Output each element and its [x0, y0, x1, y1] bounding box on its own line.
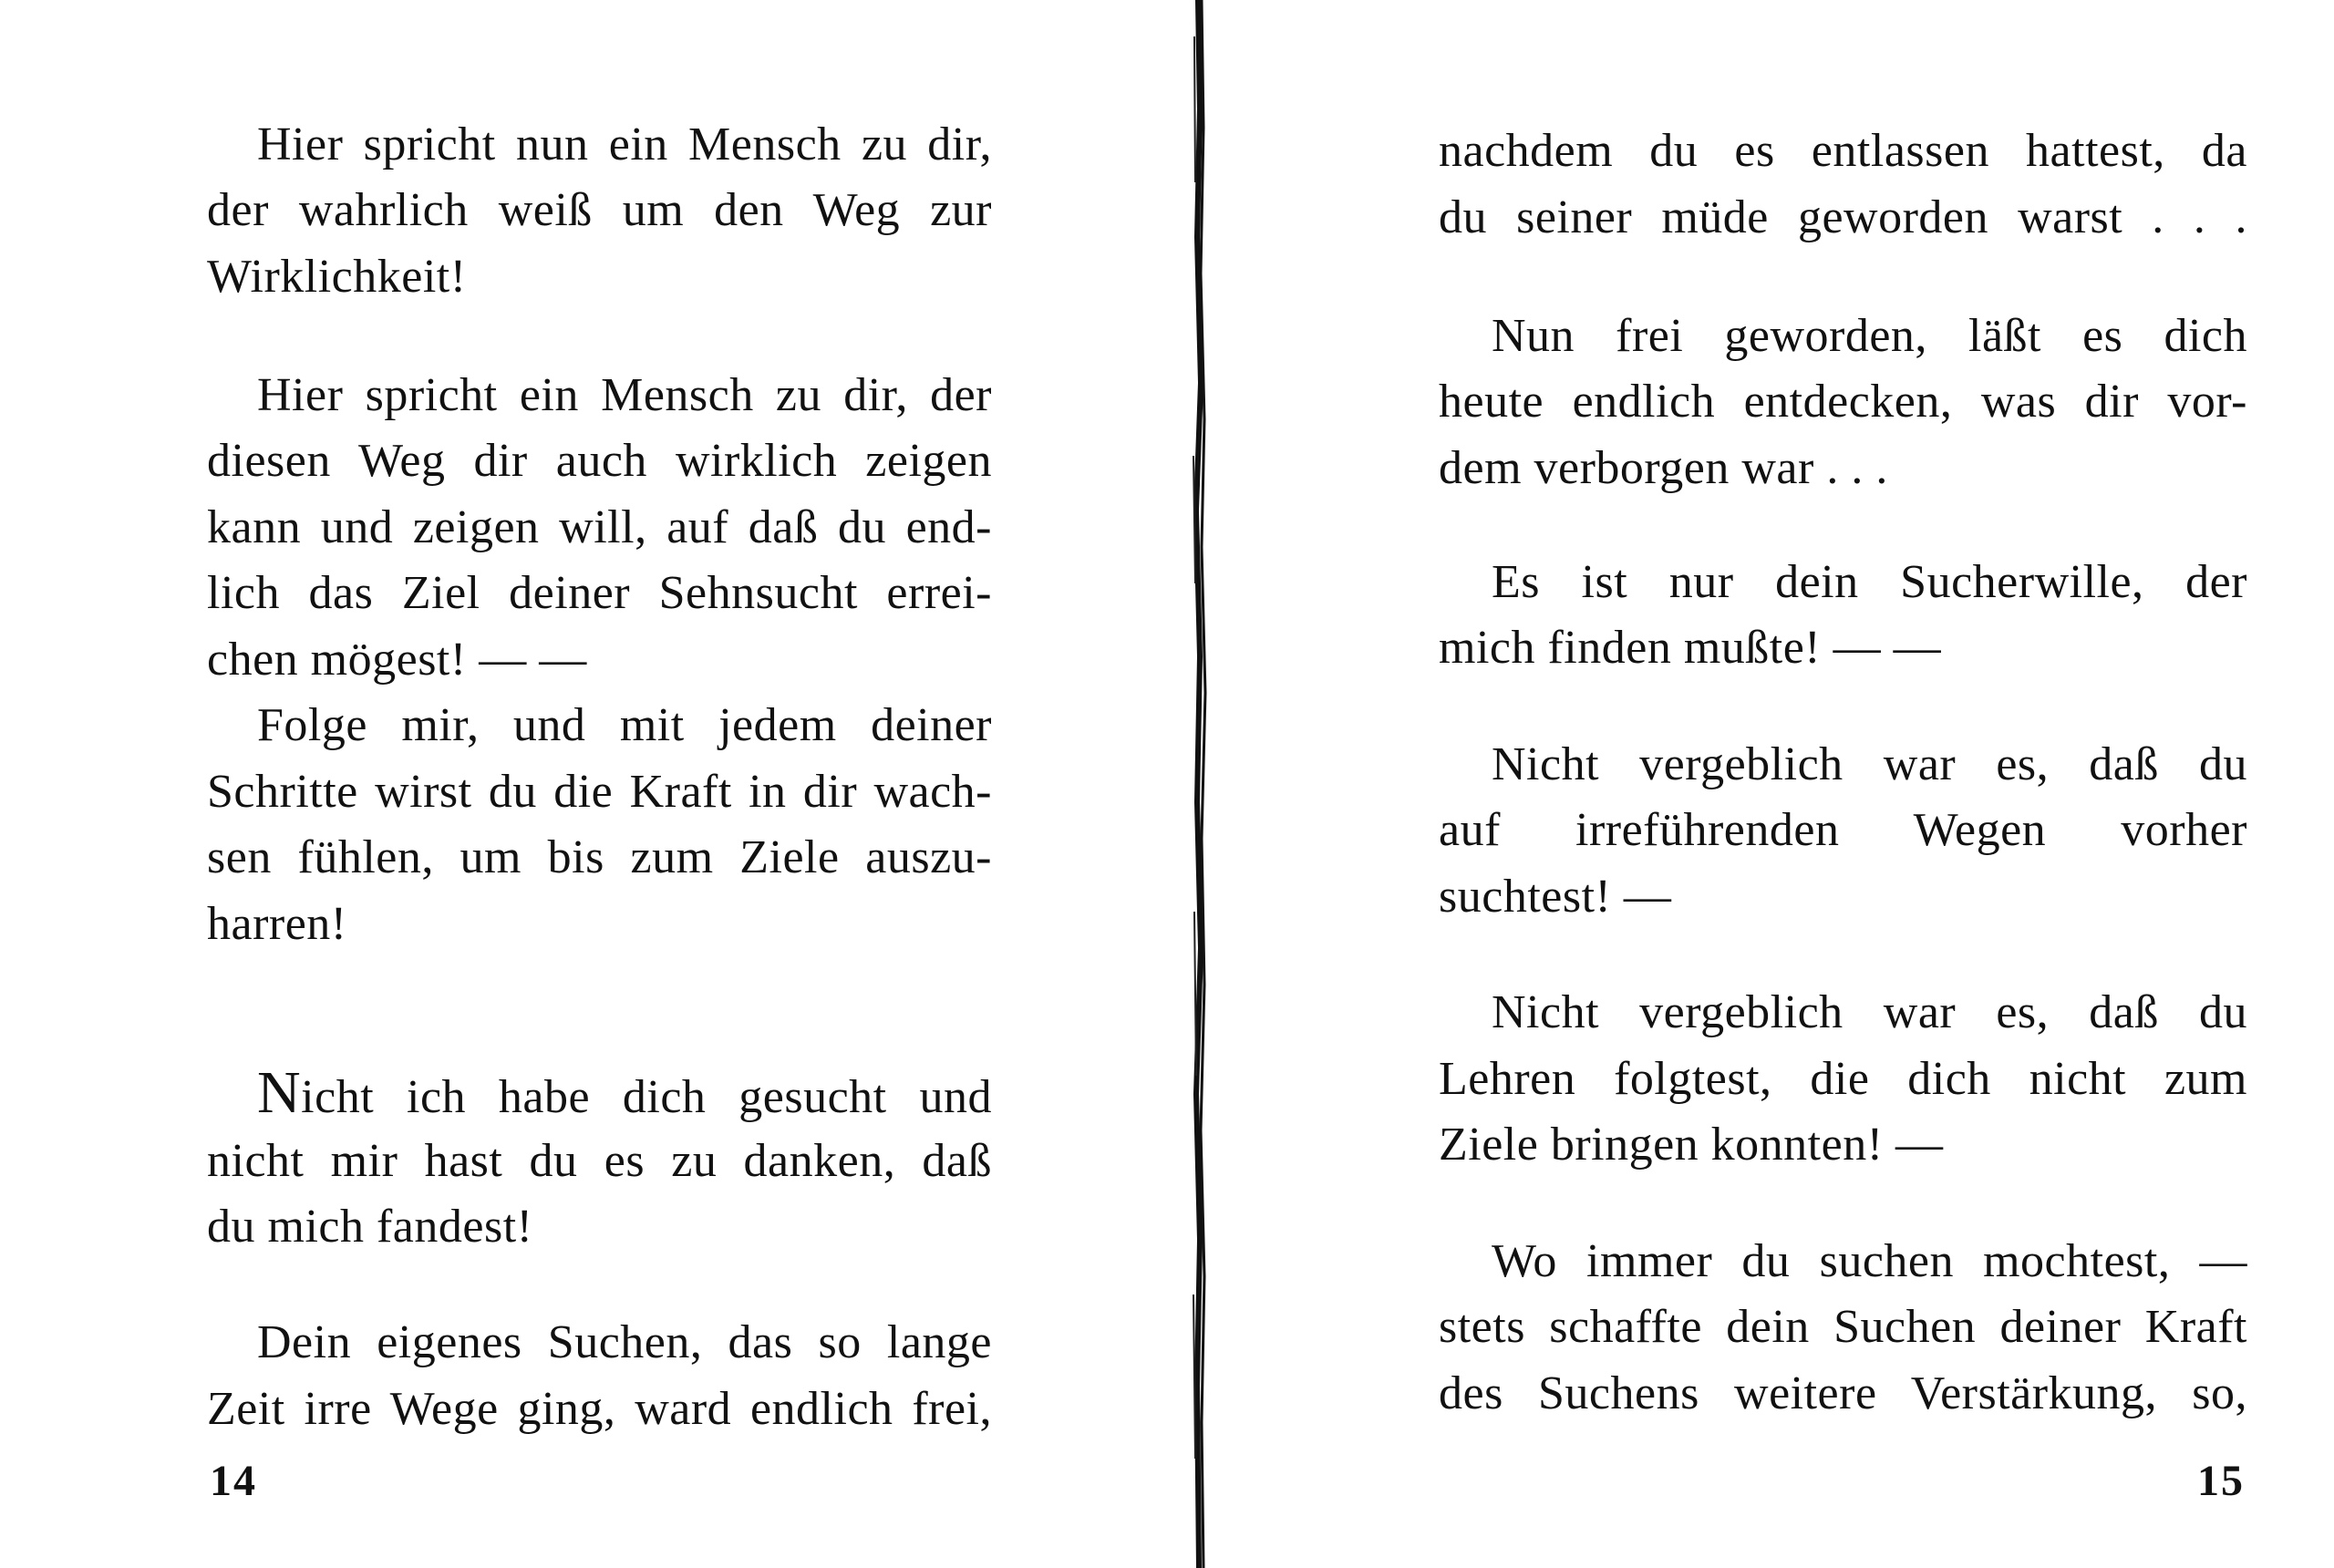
text-line: Zeit irre Wege ging, ward endlich frei, [207, 1383, 992, 1435]
text-line: Wo immer du suchen mochtest, — [1492, 1235, 2247, 1287]
text-line: heute endlich entdecken, was dir vor- [1439, 376, 2247, 428]
text-line: Folge mir, und mit jedem deiner [257, 699, 992, 751]
text-line: Lehren folgtest, die dich nicht zum [1439, 1053, 2247, 1105]
text-line: du seiner müde geworden warst . . . [1439, 191, 2247, 243]
text-line: Schritte wirst du die Kraft in dir wach- [207, 766, 992, 818]
text-line: Nicht vergeblich war es, daß du [1492, 738, 2247, 790]
text-line: sen fühlen, um bis zum Ziele auszu- [207, 831, 992, 883]
text-line: Ziele bringen konnten! — [1439, 1119, 1944, 1171]
text-line: auf irreführenden Wegen vorher [1439, 804, 2247, 856]
page-number: 15 [2197, 1457, 2245, 1505]
text-line: du mich fandest! [207, 1201, 533, 1253]
text-line: Dein eigenes Suchen, das so lange [257, 1316, 992, 1368]
text-line: kann und zeigen will, auf daß du end- [207, 501, 992, 553]
text-line: Hier spricht nun ein Mensch zu dir, [257, 119, 992, 170]
text-line [257, 1060, 992, 1130]
text-line: suchtest! — [1439, 871, 1672, 923]
text-line: nicht mir hast du es zu danken, daß [207, 1135, 992, 1187]
text-line: harren! [207, 898, 347, 950]
text-line: stets schaffte dein Suchen deiner Kraft [1439, 1301, 2247, 1353]
text-line: diesen Weg dir auch wirklich zeigen [207, 435, 992, 487]
text-line: chen mögest! — — [207, 634, 587, 686]
text-line: Nicht vergeblich war es, daß du [1492, 986, 2247, 1038]
text-line: nachdem du es entlassen hattest, da [1439, 125, 2247, 177]
page-number: 14 [210, 1457, 257, 1505]
book-gutter [1185, 0, 1213, 1568]
text-line: Nun frei geworden, läßt es dich [1492, 310, 2247, 362]
text-line: mich finden mußte! — — [1439, 622, 1942, 674]
right-page [1213, 0, 2334, 1568]
text-line: Es ist nur dein Sucherwille, der [1492, 556, 2247, 608]
text-line: der wahrlich weiß um den Weg zur [207, 184, 992, 236]
text-line: dem verborgen war . . . [1439, 442, 1888, 494]
text-line: lich das Ziel deiner Sehnsucht errei- [207, 567, 992, 619]
text-line: des Suchens weitere Verstärkung, so, [1439, 1367, 2247, 1419]
text-line: Wirklichkeit! [207, 251, 467, 303]
text-line-rest: icht ich habe dich gesucht und [301, 1071, 992, 1123]
text-line: Hier spricht ein Mensch zu dir, der [257, 369, 992, 421]
drop-cap: N [257, 1059, 302, 1126]
